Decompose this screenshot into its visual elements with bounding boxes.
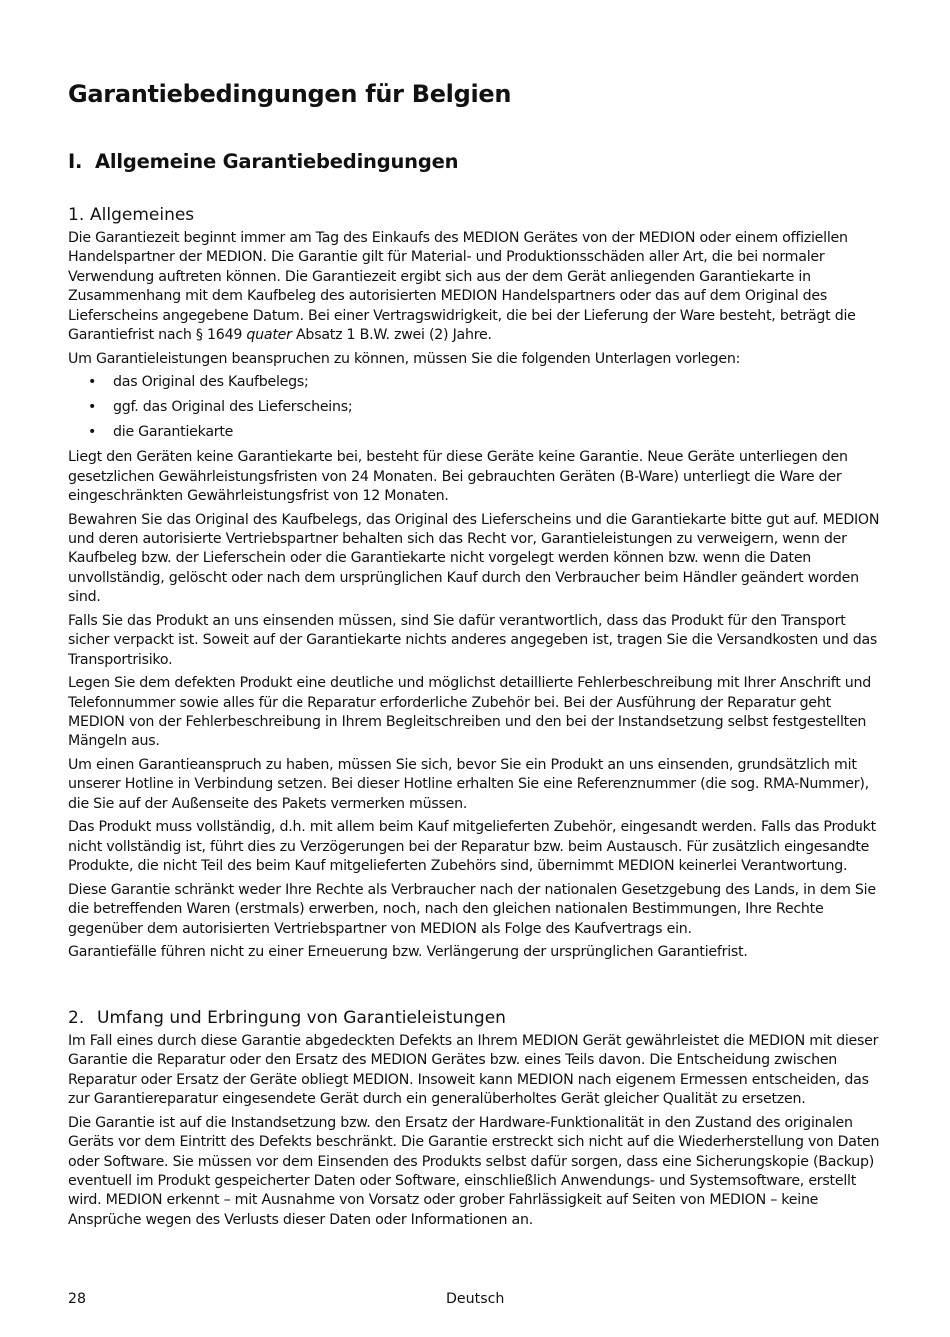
footer-language: Deutsch — [446, 1291, 505, 1307]
bullet-icon: • — [88, 424, 97, 441]
paragraph-complete-product: Das Produkt muss vollständig, d.h. mit allem beim Kauf mitgelieferten Zubehör, eingesandt werden. Falls das Produkt nicht vollständig ist, führt dies zu Verzögerungen bei der Reparatur bzw. beim Austausch. Für zusätzlich eingesandte Produkte, die nicht Teil des beim Kauf mitgelieferten Zubehörs sind, übernimmt MEDION keinerlei Verantwortung. — [68, 819, 876, 875]
paragraph-shipping: Falls Sie das Produkt an uns einsenden müssen, sind Sie dafür verantwortlich, dass das Produkt für den Transport sicher verpackt ist. Soweit auf der Garantiekarte nichts anderes angegeben ist, tragen Sie die Versandkosten und das Transportrisiko. — [68, 612, 878, 668]
list-item-text: ggf. das Original des Lieferscheins; — [113, 399, 353, 416]
subsection-heading — [68, 1006, 890, 1030]
subsection-scope — [68, 1006, 890, 1234]
paragraph-data-backup: Die Garantie ist auf die Instandsetzung bzw. den Ersatz der Hardware-Funktionalität in den Zustand des originalen Geräts vor dem Eintritt des Defekts beschränkt. Die Garantie erstreckt sich nicht auf die Wiederherstellung von Daten oder Software. Sie müssen vor dem Einsenden des Produkts selbst dafür sorgen, dass eine Sicherungskopie (Backup) eventuell im Produkt gespeicherter Daten oder Software, einschließlich Anwendungs- und Systemsoftware, erstellt wird. MEDION erkennt – mit Ausnahme von Vorsatz oder grober Fahrlässigkeit auf Seiten von MEDION – keine Ansprüche wegen des Verlusts dieser Daten oder Informationen an. — [68, 1114, 880, 1228]
list-item — [68, 398, 890, 417]
subsection-general — [68, 203, 890, 967]
list-item-text: das Original des Kaufbelegs; — [113, 374, 309, 391]
paragraph-keep-documents: Bewahren Sie das Original des Kaufbelegs, das Original des Lieferscheins und die Garantiekarte bitte gut auf. MEDION und deren autorisierte Vertriebspartner behalten sich das Recht vor, Garantieleistungen zu verweigern, wenn der Kaufbeleg bzw. der Lieferschein oder die Garantiekarte nicht vorgelegt werden können bzw. wenn die Daten unvollständig, gelöscht oder nach dem ursprünglichen Kauf durch den Verbraucher beim Händler geändert worden sind. — [68, 511, 880, 606]
document-title: Garantiebedingungen für Belgien — [68, 80, 512, 108]
paragraph-text: Die Garantiezeit beginnt immer am Tag des Einkaufs des MEDION Gerätes von der MEDION oder einem offiziellen Handelspartner der MEDION. Die Garantie gilt für Material- und Produktionsschäden aller Art, die bei normaler Verwendung auftreten können. Die Garantiezeit ergibt sich aus der dem Gerät anliegenden Garantiekarte in Zusammenhang mit dem Kaufbeleg des autorisierten MEDION Handelspartners oder das auf dem Original des Lieferscheins angegebene Datum. Bei einer Vertragswidrigkeit, die bei der Lieferung der Ware besteht, beträgt die Garantiefrist nach § 1649 — [68, 230, 856, 344]
paragraph-no-renewal: Garantiefälle führen nicht zu einer Erneuerung bzw. Verlängerung der ursprünglichen Garantiefrist. — [68, 944, 748, 961]
list-item-text: die Garantiekarte — [113, 424, 234, 441]
subsection-title: Allgemeines — [90, 205, 195, 225]
subsection-number: 2. — [68, 1008, 85, 1028]
paragraph-documents-intro: Um Garantieleistungen beanspruchen zu können, müssen Sie die folgenden Unterlagen vorlegen: — [68, 350, 741, 367]
paragraph-consumer-rights: Diese Garantie schränkt weder Ihre Rechte als Verbraucher nach der nationalen Gesetzgebung des Lands, in dem Sie die betreffenden Waren (erstmals) erwerben, noch, nach den gleichen nationalen Bestimmungen, Ihre Rechte gegenüber dem autorisierten Vertriebspartner von MEDION als Folge des Kaufvertrags ein. — [68, 881, 876, 937]
list-item — [68, 423, 890, 442]
subsection-heading — [68, 203, 890, 227]
bullet-icon: • — [88, 374, 97, 391]
paragraph-repair-or-replace: Im Fall eines durch diese Garantie abgedeckten Defekts an Ihrem MEDION Gerät gewährleistet die MEDION mit dieser Garantie die Reparatur oder den Ersatz des MEDION Gerätes bzw. eines Teils davon. Die Entscheidung zwischen Reparatur oder Ersatz der Geräte obliegt MEDION. Insoweit kann MEDION nach eigenem Ermessen entscheiden, das zur Garantiereparatur eingesendete Gerät durch ein generalüberholtes Gerät gleicher Qualität zu ersetzen. — [68, 1033, 879, 1108]
section-heading — [68, 150, 458, 173]
bullet-icon: • — [88, 399, 97, 416]
documents-list — [68, 373, 890, 442]
section-title: Allgemeine Garantiebedingungen — [95, 150, 459, 173]
paragraph-text: Absatz 1 B.W. zwei (2) Jahre. — [291, 327, 492, 344]
section-number: I. — [68, 150, 83, 173]
list-item — [68, 373, 890, 392]
subsection-title: Umfang und Erbringung von Garantieleistungen — [97, 1008, 506, 1028]
subsection-number: 1. — [68, 205, 85, 225]
paragraph-error-description: Legen Sie dem defekten Produkt eine deutliche und möglichst detaillierte Fehlerbeschreibung mit Ihrer Anschrift und Telefonnummer sowie alles für die Reparatur erforderliche Zubehör bei. Bei der Ausführung der Reparatur geht MEDION von der Fehlerbeschreibung in Ihrem Begleitschreiben und den bei der Instandsetzung selbst festgestellten Mängeln aus. — [68, 675, 872, 750]
paragraph-warranty-start — [68, 229, 890, 345]
emphasis-text: quater — [246, 327, 292, 344]
page-number: 28 — [68, 1291, 87, 1307]
paragraph-hotline: Um einen Garantieanspruch zu haben, müssen Sie sich, bevor Sie ein Produkt an uns einsenden, grundsätzlich mit unserer Hotline in Verbindung setzen. Bei dieser Hotline erhalten Sie eine Referenznummer (die sog. RMA-Nummer), die Sie auf der Außenseite des Pakets vermerken müssen. — [68, 757, 869, 812]
paragraph-no-card: Liegt den Geräten keine Garantiekarte bei, besteht für diese Geräte keine Garantie. Neue Geräte unterliegen den gesetzlichen Gewährleistungsfristen von 24 Monaten. Bei gebrauchten Geräten (B-Ware) unterliegt die Ware der eingeschränkten Gewährleistungsfrist von 12 Monaten. — [68, 449, 848, 505]
